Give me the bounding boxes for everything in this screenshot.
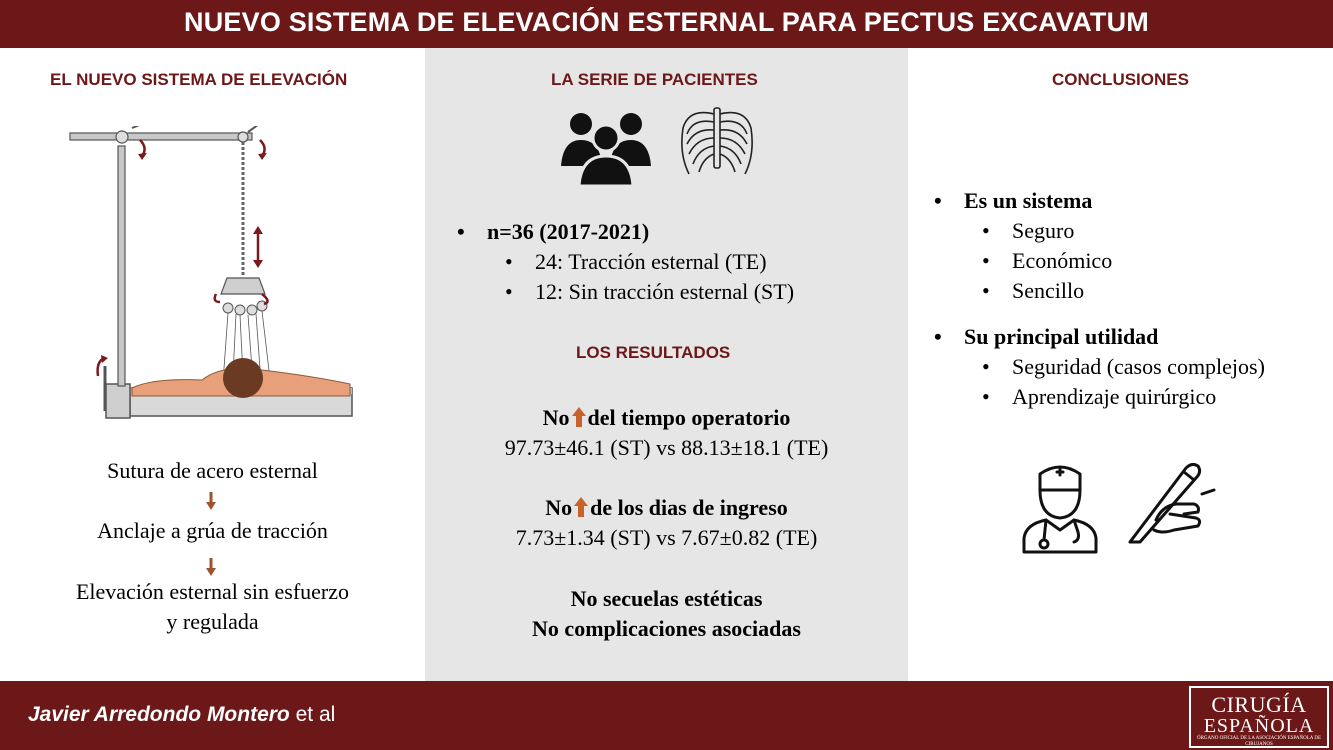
journal-name-1: CIRUGÍA: [1211, 692, 1307, 717]
final-line-2: No complicaciones asociadas: [532, 616, 801, 641]
down-arrow-icon: [206, 558, 216, 576]
conclusion-item: • Aprendizaje quirúrgico: [982, 384, 1217, 409]
ribcage-icon: [675, 104, 759, 186]
result-2-values: 7.73±1.34 (ST) vs 7.67±0.82 (TE): [515, 525, 818, 550]
conclusion-group-1: • Es un sistema: [934, 188, 1093, 213]
series-main: • n=36 (2017-2021): [457, 219, 650, 244]
middle-heading: LA SERIE DE PACIENTES: [551, 70, 758, 89]
right-panel: [908, 48, 1333, 681]
crane-illustration: [62, 126, 362, 426]
final-line-1: No secuelas estéticas: [570, 586, 763, 611]
up-arrow-icon: [574, 497, 588, 517]
series-st: • 12: Sin tracción esternal (ST): [505, 279, 795, 304]
result-1-title: No del tiempo operatorio: [542, 405, 791, 430]
people-group-icon: [559, 108, 653, 188]
result-1-values: 97.73±46.1 (ST) vs 88.13±18.1 (TE): [504, 435, 829, 460]
left-panel: [0, 48, 425, 681]
journal-logo: [1189, 686, 1329, 748]
conclusion-item: • Sencillo: [982, 278, 1085, 303]
conclusion-group-2: • Su principal utilidad: [934, 324, 1159, 349]
flow-step-3: Elevación esternal sin esfuerzo: [75, 579, 350, 604]
conclusion-item: • Económico: [982, 248, 1113, 273]
page-title: NUEVO SISTEMA DE ELEVACIÓN ESTERNAL PARA PECTUS EXCAVATUM: [184, 7, 1149, 37]
journal-name-2: ESPAÑOLA: [1203, 715, 1315, 737]
flow-step-3b: y regulada: [166, 609, 259, 634]
result-2-title: No de los dias de ingreso: [545, 495, 788, 520]
left-heading: EL NUEVO SISTEMA DE ELEVACIÓN: [50, 70, 348, 89]
journal-subtitle: ÓRGANO OFICIAL DE LA ASOCIACIÓN ESPAÑOLA DE CIRUJANOS: [1196, 736, 1322, 747]
down-arrow-icon: [206, 492, 216, 510]
up-arrow-icon: [572, 407, 586, 427]
right-heading: CONCLUSIONES: [1052, 70, 1189, 89]
conclusion-item: • Seguridad (casos complejos): [982, 354, 1265, 379]
author-credit: Javier Arredondo Montero et al: [28, 703, 336, 726]
series-te: • 24: Tracción esternal (TE): [505, 249, 767, 274]
middle-panel: [425, 48, 908, 681]
flow-step-2: Anclaje a grúa de tracción: [97, 518, 328, 543]
footer-bar: [0, 681, 1333, 750]
scalpel-hand-icon: [1126, 460, 1216, 546]
results-heading: LOS RESULTADOS: [576, 343, 731, 362]
flow-step-1: Sutura de acero esternal: [107, 458, 318, 483]
title-bar: [0, 0, 1333, 48]
doctor-icon: [1020, 460, 1100, 554]
conclusion-item: • Seguro: [982, 218, 1075, 243]
